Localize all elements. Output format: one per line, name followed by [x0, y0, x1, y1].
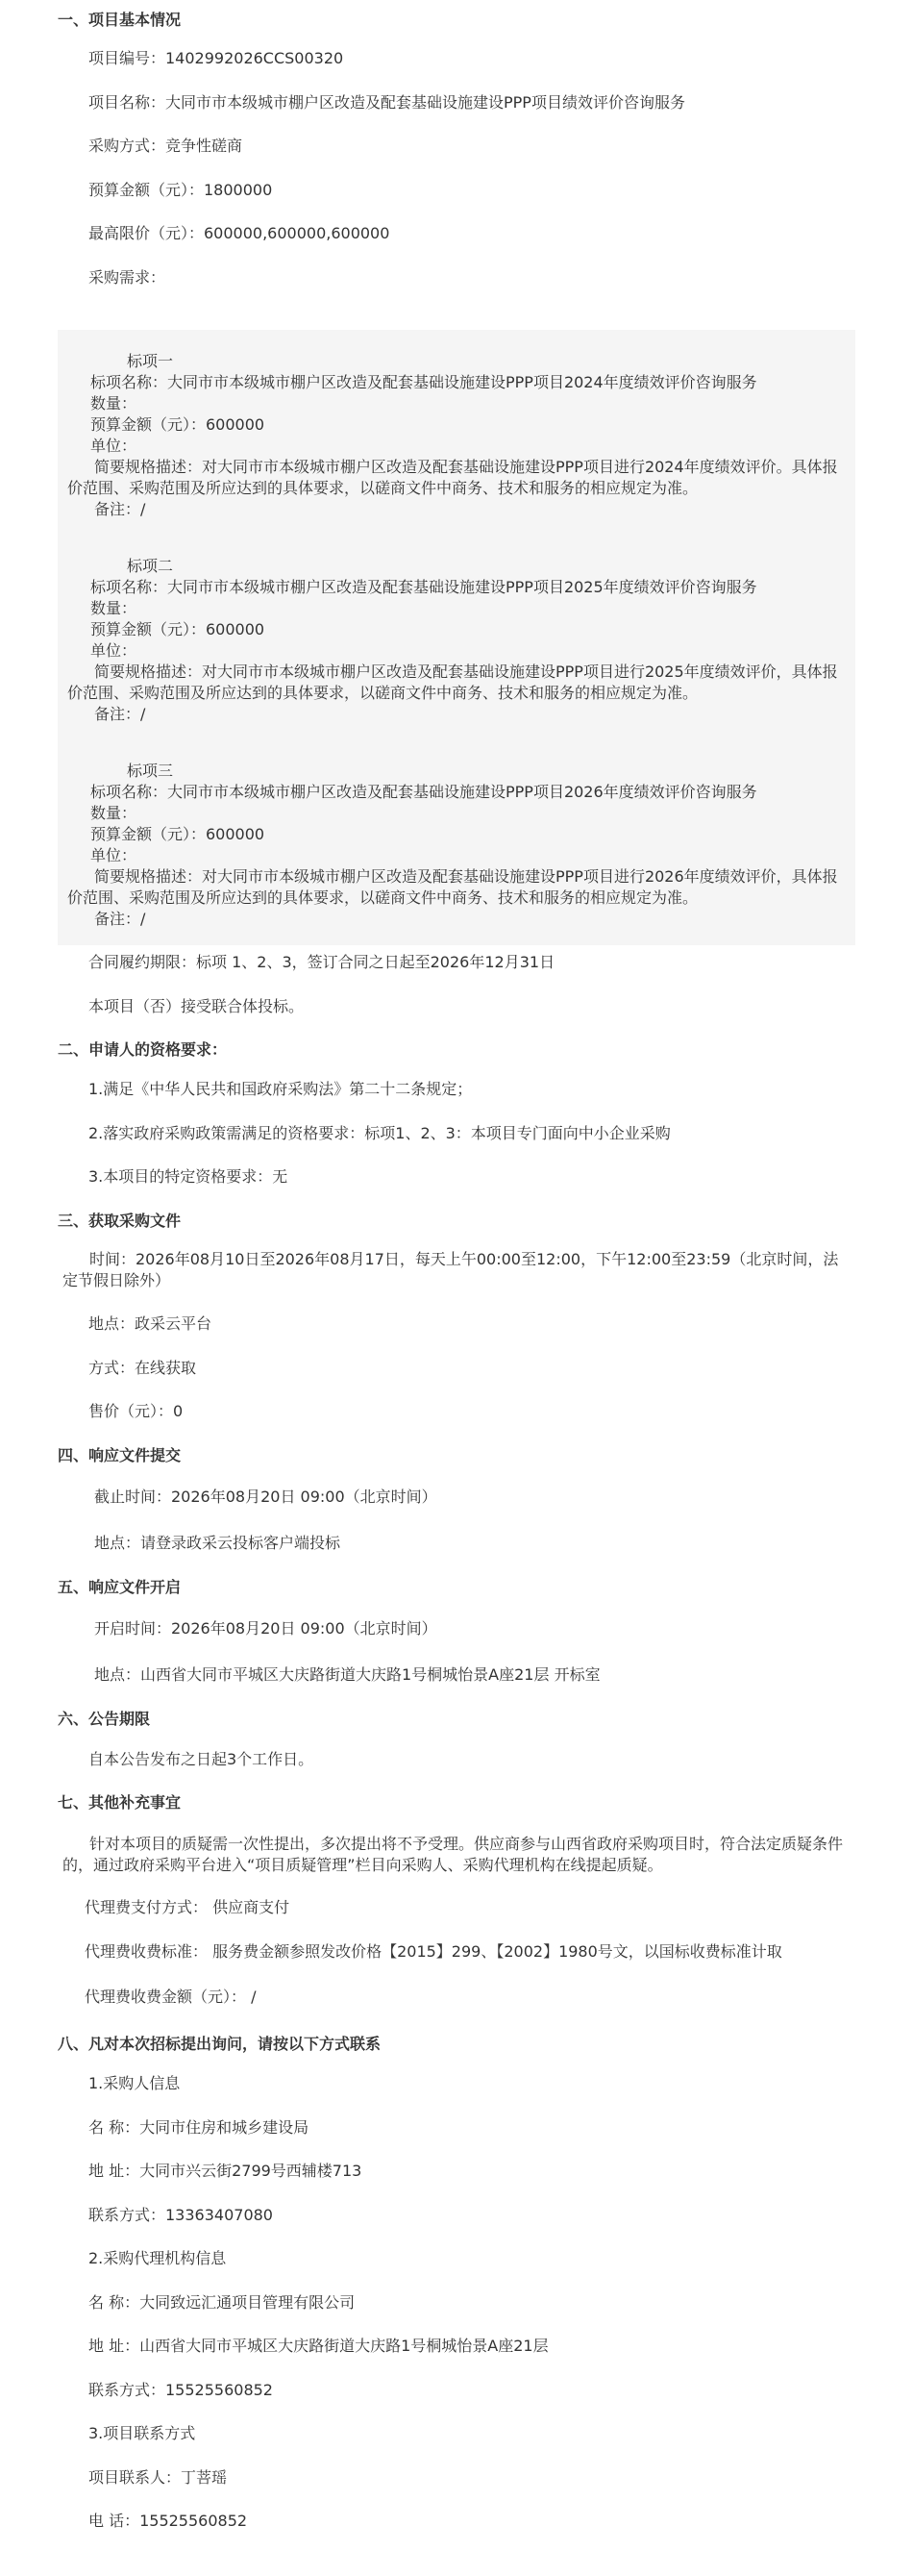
budget-amount: 预算金额（元）：1800000 [88, 181, 273, 199]
lot-description: 简要规格描述：对大同市市本级城市棚户区改造及配套基础设施建设PPP项目进行2024年度绩效评价。具体报价范围、采购范围及所应达到的具体要求，以磋商文件中商务、技术和服务的相应规定为准。 [67, 458, 838, 497]
contract-period: 合同履约期限：标项 1、2、3，签订合同之日起至2026年12月31日 [88, 953, 555, 971]
lot-title: 标项一 [127, 352, 174, 370]
lot-remark: 备注：/ [94, 705, 146, 723]
agent-fee-standard: 代理费收费标准： 服务费金额参照发改价格【2015】299、【2002】1980号文，以国标收费标准计取 [85, 1942, 782, 1961]
lot-unit: 单位： [90, 641, 137, 660]
lot-quantity: 数量： [90, 804, 137, 822]
requirement-1: 1.满足《中华人民共和国政府采购法》第二十二条规定； [88, 1080, 473, 1098]
section-8-heading: 八、凡对本次招标提出询问，请按以下方式联系 [58, 2035, 382, 2053]
lot-quantity: 数量： [90, 394, 137, 413]
max-price: 最高限价（元）：600000,600000,600000 [88, 224, 390, 242]
lot-budget: 预算金额（元）：600000 [90, 415, 265, 434]
agent-phone: 联系方式：15525560852 [88, 2381, 273, 2399]
lot-quantity: 数量： [90, 599, 137, 617]
agent-fee-amount: 代理费收费金额（元）： / [85, 1988, 257, 2006]
acquire-price: 售价（元）：0 [88, 1402, 184, 1420]
section-4-heading: 四、响应文件提交 [58, 1446, 182, 1464]
demand-label: 采购需求： [88, 268, 166, 287]
section-3-heading: 三、获取采购文件 [58, 1212, 182, 1230]
lot-name: 标项名称：大同市市本级城市棚户区改造及配套基础设施建设PPP项目2026年度绩效评价咨询服务 [90, 783, 757, 801]
buyer-address: 地 址：大同市兴云街2799号西辅楼713 [88, 2162, 362, 2180]
requirement-3: 3.本项目的特定资格要求：无 [88, 1167, 288, 1186]
section-7-heading: 七、其他补充事宜 [58, 1793, 182, 1812]
submit-deadline: 截止时间：2026年08月20日 09:00（北京时间） [94, 1488, 437, 1506]
agent-address: 地 址：山西省大同市平城区大庆路街道大庆路1号桐城怡景A座21层 [88, 2337, 549, 2355]
agent-fee-payment: 代理费支付方式： 供应商支付 [85, 1898, 290, 1916]
open-time: 开启时间：2026年08月20日 09:00（北京时间） [94, 1619, 437, 1638]
lot-name: 标项名称：大同市市本级城市棚户区改造及配套基础设施建设PPP项目2024年度绩效评价咨询服务 [90, 373, 757, 391]
submit-place: 地点：请登录政采云投标客户端投标 [94, 1534, 341, 1552]
contact-person: 项目联系人：丁菩瑶 [88, 2468, 228, 2487]
agent-name: 名 称：大同致远汇通项目管理有限公司 [88, 2293, 356, 2312]
section-6-heading: 六、公告期限 [58, 1710, 151, 1728]
lot-unit: 单位： [90, 437, 137, 455]
lot-description: 简要规格描述：对大同市市本级城市棚户区改造及配套基础设施建设PPP项目进行2026年度绩效评价，具体报价范围、采购范围及所应达到的具体要求，以磋商文件中商务、技术和服务的相应规定为准。 [67, 867, 838, 907]
open-place: 地点：山西省大同市平城区大庆路街道大庆路1号桐城怡景A座21层 开标室 [94, 1665, 601, 1684]
project-name: 项目名称：大同市市本级城市棚户区改造及配套基础设施建设PPP项目绩效评价咨询服务 [88, 93, 685, 112]
section-2-heading: 二、申请人的资格要求： [58, 1040, 228, 1059]
contact-phone: 电 话：15525560852 [88, 2512, 248, 2530]
buyer-name: 名 称：大同市住房和城乡建设局 [88, 2118, 309, 2137]
buyer-phone: 联系方式：13363407080 [88, 2206, 273, 2224]
acquire-place: 地点：政采云平台 [88, 1314, 212, 1333]
lot-remark: 备注：/ [94, 500, 146, 518]
acquire-time: 时间：2026年08月10日至2026年08月17日，每天上午00:00至12:00，下午12:00至23:59（北京时间，法定节假日除外） [62, 1250, 839, 1289]
acquire-way: 方式：在线获取 [88, 1359, 197, 1377]
project-number: 项目编号：1402992026CCS00320 [88, 49, 344, 67]
requirement-2: 2.落实政府采购政策需满足的资格要求：标项1、2、3：本项目专门面向中小企业采购 [88, 1124, 671, 1142]
lots-box [58, 330, 855, 945]
lot-unit: 单位： [90, 846, 137, 864]
lot-description: 简要规格描述：对大同市市本级城市棚户区改造及配套基础设施建设PPP项目进行2025年度绩效评价，具体报价范围、采购范围及所应达到的具体要求，以磋商文件中商务、技术和服务的相应规定为准。 [67, 663, 838, 702]
consortium-note: 本项目（否）接受联合体投标。 [88, 997, 305, 1015]
contact-title: 3.项目联系方式 [88, 2424, 196, 2442]
lot-title: 标项三 [127, 762, 174, 780]
lot-remark: 备注：/ [94, 910, 146, 928]
buyer-title: 1.采购人信息 [88, 2074, 181, 2092]
procurement-method: 采购方式：竞争性磋商 [88, 137, 243, 155]
lot-budget: 预算金额（元）：600000 [90, 620, 265, 638]
complaint-note: 针对本项目的质疑需一次性提出，多次提出将不予受理。供应商参与山西省政府采购项目时，符合法定质疑条件的，通过政府采购平台进入“项目质疑管理”栏目向采购人、采购代理机构在线提起质疑。 [62, 1835, 844, 1874]
agent-title: 2.采购代理机构信息 [88, 2249, 227, 2267]
section-5-heading: 五、响应文件开启 [58, 1578, 182, 1596]
notice-period: 自本公告发布之日起3个工作日。 [88, 1750, 314, 1768]
lot-name: 标项名称：大同市市本级城市棚户区改造及配套基础设施建设PPP项目2025年度绩效评价咨询服务 [90, 578, 757, 596]
lot-title: 标项二 [127, 557, 174, 575]
section-1-heading: 一、项目基本情况 [58, 11, 182, 29]
lot-budget: 预算金额（元）：600000 [90, 825, 265, 843]
